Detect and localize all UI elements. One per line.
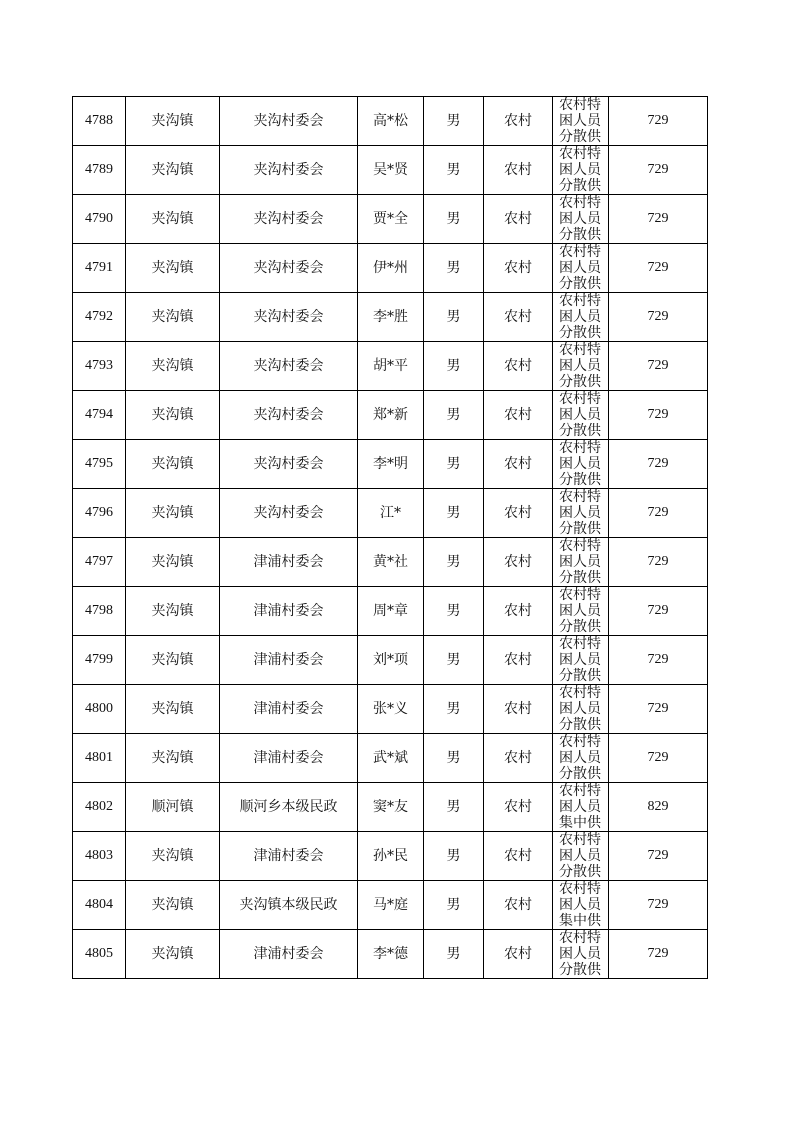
record-number-cell: 4798 [73, 587, 126, 636]
committee-cell: 夹沟村委会 [220, 146, 358, 195]
support-category-cell [553, 489, 609, 538]
gender-cell: 男 [424, 391, 484, 440]
person-name-cell: 孙*民 [358, 832, 424, 881]
person-name-cell: 黄*社 [358, 538, 424, 587]
committee-cell: 夹沟村委会 [220, 489, 358, 538]
person-name-cell: 刘*项 [358, 636, 424, 685]
support-category-text: 农村特困人员分散供 [559, 244, 601, 292]
record-number-cell: 4793 [73, 342, 126, 391]
person-name-cell: 郑*新 [358, 391, 424, 440]
record-number-cell: 4794 [73, 391, 126, 440]
area-type-cell: 农村 [484, 538, 553, 587]
support-category-text: 农村特困人员集中供 [559, 783, 601, 831]
amount-cell: 729 [609, 636, 708, 685]
record-number-cell: 4791 [73, 244, 126, 293]
town-cell: 夹沟镇 [126, 244, 220, 293]
town-cell: 夹沟镇 [126, 930, 220, 979]
town-cell: 顺河镇 [126, 783, 220, 832]
support-category-text: 农村特困人员分散供 [559, 97, 601, 145]
amount-cell: 729 [609, 293, 708, 342]
person-name-cell: 马*庭 [358, 881, 424, 930]
person-name-cell: 江* [358, 489, 424, 538]
table-row [73, 440, 708, 489]
table-row [73, 97, 708, 146]
area-type-cell: 农村 [484, 195, 553, 244]
record-number-cell: 4805 [73, 930, 126, 979]
town-cell: 夹沟镇 [126, 881, 220, 930]
town-cell: 夹沟镇 [126, 195, 220, 244]
person-name-cell: 高*松 [358, 97, 424, 146]
support-category-text: 农村特困人员分散供 [559, 489, 601, 537]
support-category-cell [553, 930, 609, 979]
table-row [73, 930, 708, 979]
amount-cell: 729 [609, 342, 708, 391]
person-name-cell: 武*斌 [358, 734, 424, 783]
support-category-text: 农村特困人员集中供 [559, 881, 601, 929]
person-name-cell: 李*德 [358, 930, 424, 979]
record-number-cell: 4795 [73, 440, 126, 489]
support-category-cell [553, 636, 609, 685]
table-row [73, 195, 708, 244]
support-category-text: 农村特困人员分散供 [559, 342, 601, 390]
committee-cell: 夹沟村委会 [220, 195, 358, 244]
amount-cell: 729 [609, 734, 708, 783]
person-name-cell: 胡*平 [358, 342, 424, 391]
area-type-cell: 农村 [484, 881, 553, 930]
table-row [73, 342, 708, 391]
table-row [73, 293, 708, 342]
support-category-cell [553, 685, 609, 734]
committee-cell: 夹沟村委会 [220, 97, 358, 146]
support-category-cell [553, 293, 609, 342]
person-name-cell: 李*胜 [358, 293, 424, 342]
area-type-cell: 农村 [484, 930, 553, 979]
support-category-text: 农村特困人员分散供 [559, 587, 601, 635]
town-cell: 夹沟镇 [126, 587, 220, 636]
town-cell: 夹沟镇 [126, 734, 220, 783]
support-category-text: 农村特困人员分散供 [559, 636, 601, 684]
town-cell: 夹沟镇 [126, 342, 220, 391]
gender-cell: 男 [424, 783, 484, 832]
support-category-text: 农村特困人员分散供 [559, 685, 601, 733]
support-category-cell [553, 832, 609, 881]
amount-cell: 729 [609, 440, 708, 489]
area-type-cell: 农村 [484, 832, 553, 881]
committee-cell: 津浦村委会 [220, 930, 358, 979]
table-row [73, 391, 708, 440]
record-number-cell: 4800 [73, 685, 126, 734]
committee-cell: 顺河乡本级民政 [220, 783, 358, 832]
town-cell: 夹沟镇 [126, 97, 220, 146]
table-row [73, 783, 708, 832]
person-name-cell: 窦*友 [358, 783, 424, 832]
record-number-cell: 4797 [73, 538, 126, 587]
support-category-cell [553, 391, 609, 440]
committee-cell: 津浦村委会 [220, 587, 358, 636]
gender-cell: 男 [424, 195, 484, 244]
gender-cell: 男 [424, 342, 484, 391]
record-number-cell: 4796 [73, 489, 126, 538]
amount-cell: 729 [609, 930, 708, 979]
committee-cell: 夹沟村委会 [220, 244, 358, 293]
support-category-cell [553, 587, 609, 636]
area-type-cell: 农村 [484, 489, 553, 538]
record-number-cell: 4790 [73, 195, 126, 244]
gender-cell: 男 [424, 489, 484, 538]
table-row [73, 538, 708, 587]
table-row [73, 244, 708, 293]
record-number-cell: 4802 [73, 783, 126, 832]
record-number-cell: 4788 [73, 97, 126, 146]
area-type-cell: 农村 [484, 685, 553, 734]
area-type-cell: 农村 [484, 244, 553, 293]
support-category-text: 农村特困人员分散供 [559, 930, 601, 978]
support-category-text: 农村特困人员分散供 [559, 538, 601, 586]
support-category-cell [553, 783, 609, 832]
table-row [73, 685, 708, 734]
support-category-text: 农村特困人员分散供 [559, 293, 601, 341]
person-name-cell: 吴*贤 [358, 146, 424, 195]
support-category-text: 农村特困人员分散供 [559, 440, 601, 488]
committee-cell: 津浦村委会 [220, 636, 358, 685]
table-row [73, 489, 708, 538]
committee-cell: 夹沟村委会 [220, 293, 358, 342]
amount-cell: 729 [609, 881, 708, 930]
table-row [73, 636, 708, 685]
support-category-cell [553, 734, 609, 783]
support-category-cell [553, 342, 609, 391]
town-cell: 夹沟镇 [126, 391, 220, 440]
amount-cell: 729 [609, 538, 708, 587]
support-category-cell [553, 195, 609, 244]
area-type-cell: 农村 [484, 587, 553, 636]
town-cell: 夹沟镇 [126, 146, 220, 195]
amount-cell: 729 [609, 391, 708, 440]
area-type-cell: 农村 [484, 391, 553, 440]
record-number-cell: 4801 [73, 734, 126, 783]
area-type-cell: 农村 [484, 734, 553, 783]
town-cell: 夹沟镇 [126, 538, 220, 587]
gender-cell: 男 [424, 538, 484, 587]
gender-cell: 男 [424, 832, 484, 881]
committee-cell: 夹沟村委会 [220, 342, 358, 391]
committee-cell: 津浦村委会 [220, 538, 358, 587]
committee-cell: 夹沟镇本级民政 [220, 881, 358, 930]
roster-table [72, 96, 708, 979]
support-category-cell [553, 244, 609, 293]
gender-cell: 男 [424, 146, 484, 195]
area-type-cell: 农村 [484, 146, 553, 195]
amount-cell: 729 [609, 832, 708, 881]
record-number-cell: 4799 [73, 636, 126, 685]
support-category-text: 农村特困人员分散供 [559, 146, 601, 194]
committee-cell: 津浦村委会 [220, 734, 358, 783]
gender-cell: 男 [424, 587, 484, 636]
record-number-cell: 4803 [73, 832, 126, 881]
table-row [73, 734, 708, 783]
person-name-cell: 李*明 [358, 440, 424, 489]
town-cell: 夹沟镇 [126, 685, 220, 734]
gender-cell: 男 [424, 440, 484, 489]
gender-cell: 男 [424, 293, 484, 342]
support-category-cell [553, 440, 609, 489]
roster-table-body [73, 97, 708, 979]
town-cell: 夹沟镇 [126, 293, 220, 342]
table-row [73, 146, 708, 195]
support-category-text: 农村特困人员分散供 [559, 832, 601, 880]
town-cell: 夹沟镇 [126, 636, 220, 685]
area-type-cell: 农村 [484, 440, 553, 489]
record-number-cell: 4789 [73, 146, 126, 195]
gender-cell: 男 [424, 734, 484, 783]
amount-cell: 829 [609, 783, 708, 832]
gender-cell: 男 [424, 244, 484, 293]
support-category-cell [553, 881, 609, 930]
gender-cell: 男 [424, 97, 484, 146]
amount-cell: 729 [609, 489, 708, 538]
support-category-cell [553, 97, 609, 146]
amount-cell: 729 [609, 685, 708, 734]
area-type-cell: 农村 [484, 636, 553, 685]
gender-cell: 男 [424, 930, 484, 979]
support-category-cell [553, 146, 609, 195]
record-number-cell: 4792 [73, 293, 126, 342]
person-name-cell: 周*章 [358, 587, 424, 636]
committee-cell: 津浦村委会 [220, 685, 358, 734]
area-type-cell: 农村 [484, 97, 553, 146]
record-number-cell: 4804 [73, 881, 126, 930]
town-cell: 夹沟镇 [126, 489, 220, 538]
gender-cell: 男 [424, 636, 484, 685]
area-type-cell: 农村 [484, 293, 553, 342]
person-name-cell: 张*义 [358, 685, 424, 734]
support-category-cell [553, 538, 609, 587]
support-category-text: 农村特困人员分散供 [559, 391, 601, 439]
amount-cell: 729 [609, 195, 708, 244]
table-row [73, 881, 708, 930]
support-category-text: 农村特困人员分散供 [559, 195, 601, 243]
amount-cell: 729 [609, 97, 708, 146]
gender-cell: 男 [424, 881, 484, 930]
town-cell: 夹沟镇 [126, 440, 220, 489]
table-row [73, 587, 708, 636]
amount-cell: 729 [609, 587, 708, 636]
amount-cell: 729 [609, 146, 708, 195]
committee-cell: 津浦村委会 [220, 832, 358, 881]
committee-cell: 夹沟村委会 [220, 391, 358, 440]
amount-cell: 729 [609, 244, 708, 293]
person-name-cell: 伊*州 [358, 244, 424, 293]
area-type-cell: 农村 [484, 783, 553, 832]
committee-cell: 夹沟村委会 [220, 440, 358, 489]
table-row [73, 832, 708, 881]
gender-cell: 男 [424, 685, 484, 734]
area-type-cell: 农村 [484, 342, 553, 391]
person-name-cell: 贾*全 [358, 195, 424, 244]
town-cell: 夹沟镇 [126, 832, 220, 881]
support-category-text: 农村特困人员分散供 [559, 734, 601, 782]
